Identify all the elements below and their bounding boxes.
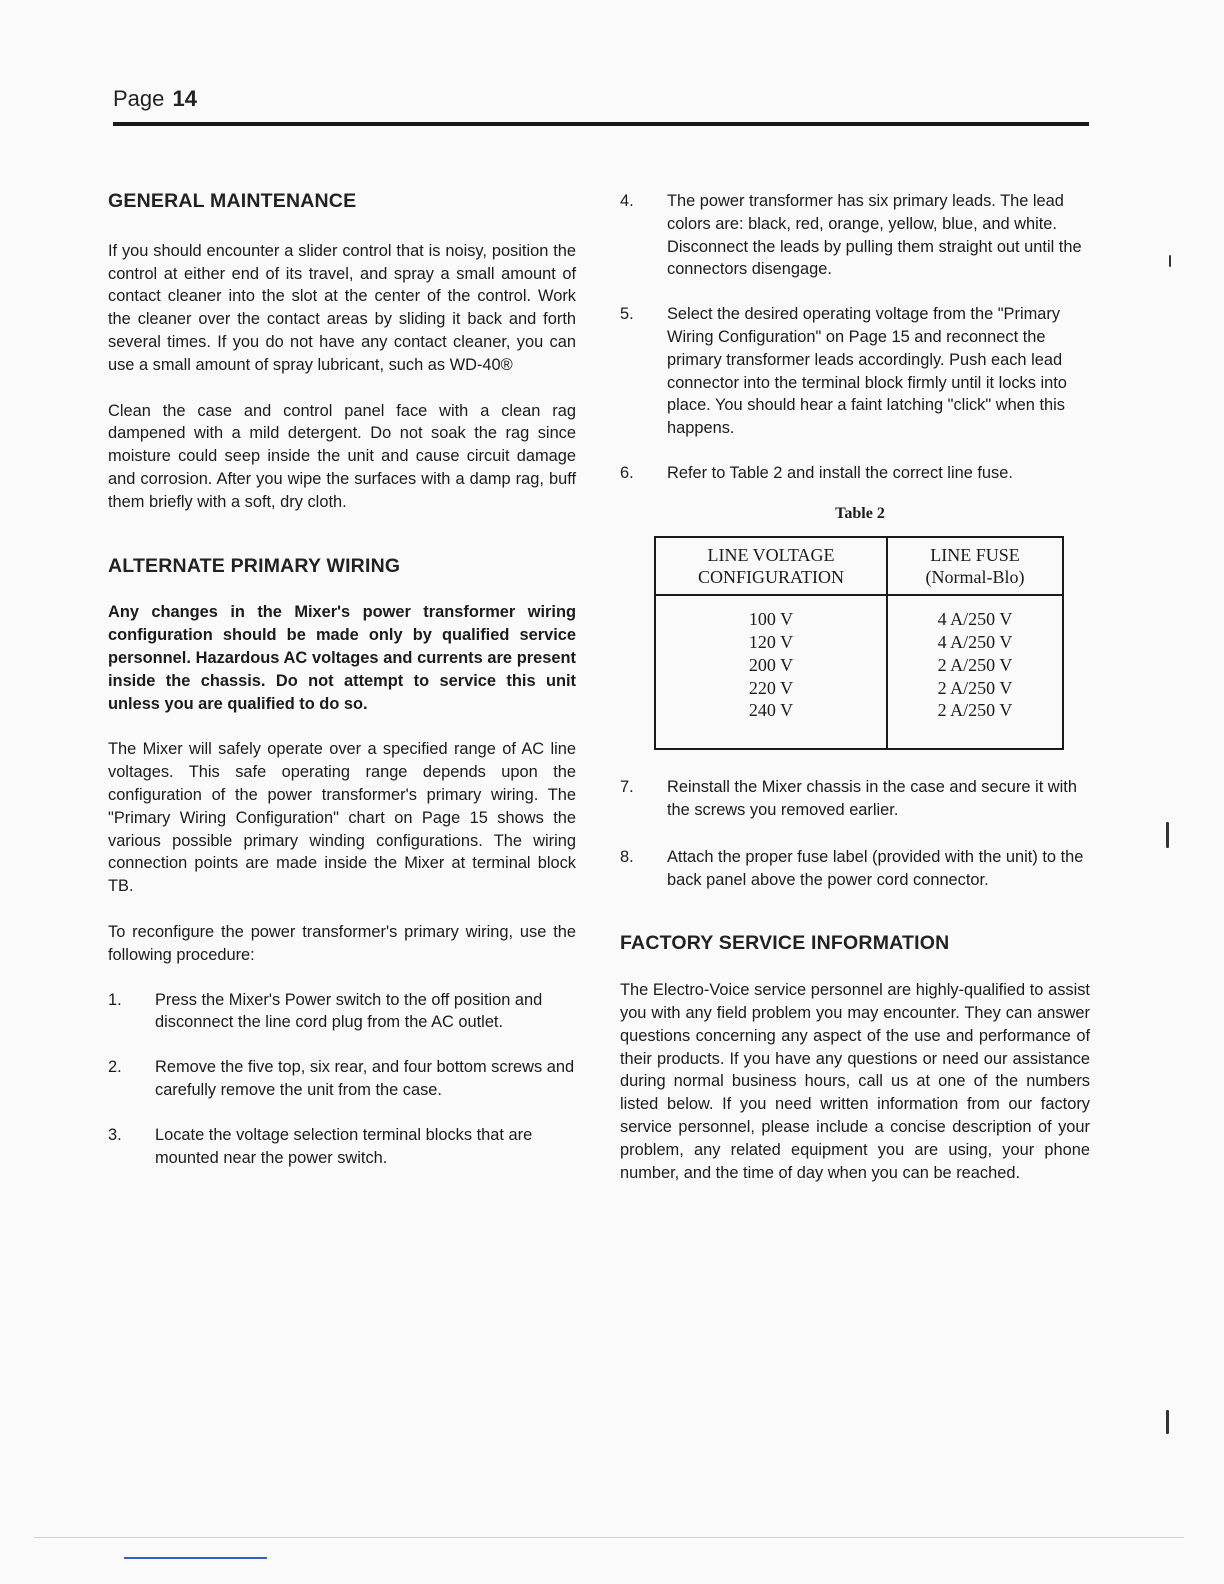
table-row <box>655 595 1063 749</box>
margin-mark <box>1166 1410 1169 1434</box>
general-maintenance-paragraph-2: Clean the case and control panel face with a clean rag dampened with a mild detergent. Do not soak the rag since moisture could seep inside the unit and cause circuit damage and corrosion. After you wipe the surfaces with a damp rag, buff them briefly with a soft, dry cloth. <box>108 401 576 511</box>
general-maintenance-paragraph-1: If you should encounter a slider control that is noisy, position the control at either end of its travel, and spray a small amount of contact cleaner into the slot at the center of the control. Work the cleaner over the contact areas by sliding it back and forth several times. If you do not have any contact cleaner, you can use a small amount of spray lubricant, such as WD-40® <box>108 241 576 374</box>
table-cell: 100 V <box>748 609 794 630</box>
voltage-cell <box>655 595 887 749</box>
table-cell: 2 A/250 V <box>937 700 1013 721</box>
table-cell: 4 A/250 V <box>937 631 1013 652</box>
table-cell: 4 A/250 V <box>937 609 1013 630</box>
list-number: 6. <box>620 463 634 482</box>
list-text: Attach the proper fuse label (provided with the unit) to the back panel above the power cord connector. <box>667 847 1084 889</box>
page-header <box>113 86 197 112</box>
list-number: 1. <box>108 990 122 1009</box>
footer-accent-line <box>124 1557 267 1559</box>
list-item <box>620 776 1090 822</box>
alternate-wiring-warning: Any changes in the Mixer's power transformer wiring configuration should be made only by qualified service personnel. Hazardous AC voltages and currents are present inside the chassis. Do not attempt to service this unit unless you are qualified to do so. <box>108 603 576 713</box>
list-text: Refer to Table 2 and install the correct line fuse. <box>667 463 1013 482</box>
list-number: 3. <box>108 1125 122 1144</box>
footer-line <box>34 1537 1184 1538</box>
table-cell: 2 A/250 V <box>937 654 1013 675</box>
table-cell: 2 A/250 V <box>937 677 1013 698</box>
left-column <box>108 190 576 1169</box>
table-cell: 240 V <box>748 700 794 721</box>
fuse-cell <box>887 595 1063 749</box>
table-header-voltage <box>655 537 887 596</box>
margin-mark <box>1166 822 1169 848</box>
header-text: LINE FUSE <box>930 544 1020 565</box>
list-text: Select the desired operating voltage from the "Primary Wiring Configuration" on Page 15 and reconnect the primary transformer leads accordingly. Push each lead connector into the terminal block firmly until it locks into place. You should hear a faint latching "click" when this happens. <box>667 305 1067 438</box>
list-item <box>620 846 1090 892</box>
header-text: CONFIGURATION <box>697 567 844 588</box>
fuse-table <box>654 536 1064 751</box>
list-item <box>108 1056 576 1102</box>
table-header-fuse <box>887 537 1063 596</box>
list-text: Reinstall the Mixer chassis in the case and secure it with the screws you removed earlier. <box>667 778 1077 819</box>
list-text: The power transformer has six primary leads. The lead colors are: black, red, orange, yellow, blue, and white. Disconnect the leads by pulling them straight out until the connectors disengage. <box>667 192 1082 279</box>
list-item <box>620 190 1090 281</box>
list-item <box>108 989 576 1035</box>
table-header-row <box>655 537 1063 596</box>
table-cell: 120 V <box>748 631 794 652</box>
list-number: 2. <box>108 1058 122 1077</box>
list-item <box>620 462 1090 485</box>
header-rule <box>113 122 1089 126</box>
header-text: (Normal-Blo) <box>925 567 1025 588</box>
margin-mark <box>1169 255 1171 267</box>
alternate-wiring-paragraph-1: The Mixer will safely operate over a specified range of AC line voltages. This safe operating range depends upon the configuration of the power transformer's primary wiring. The "Primary Wiring Configuration" chart on Page 15 shows the various possible primary winding configurations. The wiring connection points are made inside the Mixer at terminal block TB. <box>108 740 576 896</box>
page-number: 14 <box>172 86 197 111</box>
procedure-list-right <box>620 190 1090 485</box>
table-title: Table 2 <box>835 504 885 522</box>
list-text: Locate the voltage selection terminal blocks that are mounted near the power switch. <box>155 1125 533 1167</box>
alternate-wiring-paragraph-2: To reconfigure the power transformer's primary wiring, use the following procedure: <box>108 922 576 964</box>
list-item <box>620 303 1090 440</box>
right-column <box>620 190 1090 1184</box>
factory-service-paragraph: The Electro-Voice service personnel are highly-qualified to assist you with any field problem you may encounter. They can answer questions concerning any aspect of the use and performance of their products. If you have any questions or need our assistance during normal business hours, call us at one of the numbers listed below. If you need written information from our factory service personnel, please include a concise description of your problem, any related equipment you are using, your phone number, and the time of day when you can be reached. <box>620 981 1090 1182</box>
list-number: 4. <box>620 192 634 210</box>
list-item <box>108 1124 576 1170</box>
header-text: LINE VOLTAGE <box>707 544 835 565</box>
procedure-list-right-continued <box>620 776 1090 891</box>
list-number: 7. <box>620 778 634 797</box>
list-text: Remove the five top, six rear, and four bottom screws and carefully remove the unit from the case. <box>155 1058 575 1099</box>
table-cell: 220 V <box>748 677 794 698</box>
factory-service-heading: FACTORY SERVICE INFORMATION <box>620 932 950 955</box>
page-label: Page <box>113 86 165 111</box>
list-text: Press the Mixer's Power switch to the off position and disconnect the line cord plug from the AC outlet. <box>155 990 543 1032</box>
table-cell: 200 V <box>748 654 794 675</box>
alternate-wiring-heading: ALTERNATE PRIMARY WIRING <box>108 554 401 577</box>
general-maintenance-heading: GENERAL MAINTENANCE <box>108 190 357 212</box>
procedure-list-left <box>108 989 576 1170</box>
list-number: 5. <box>620 305 634 324</box>
list-number: 8. <box>620 847 634 866</box>
